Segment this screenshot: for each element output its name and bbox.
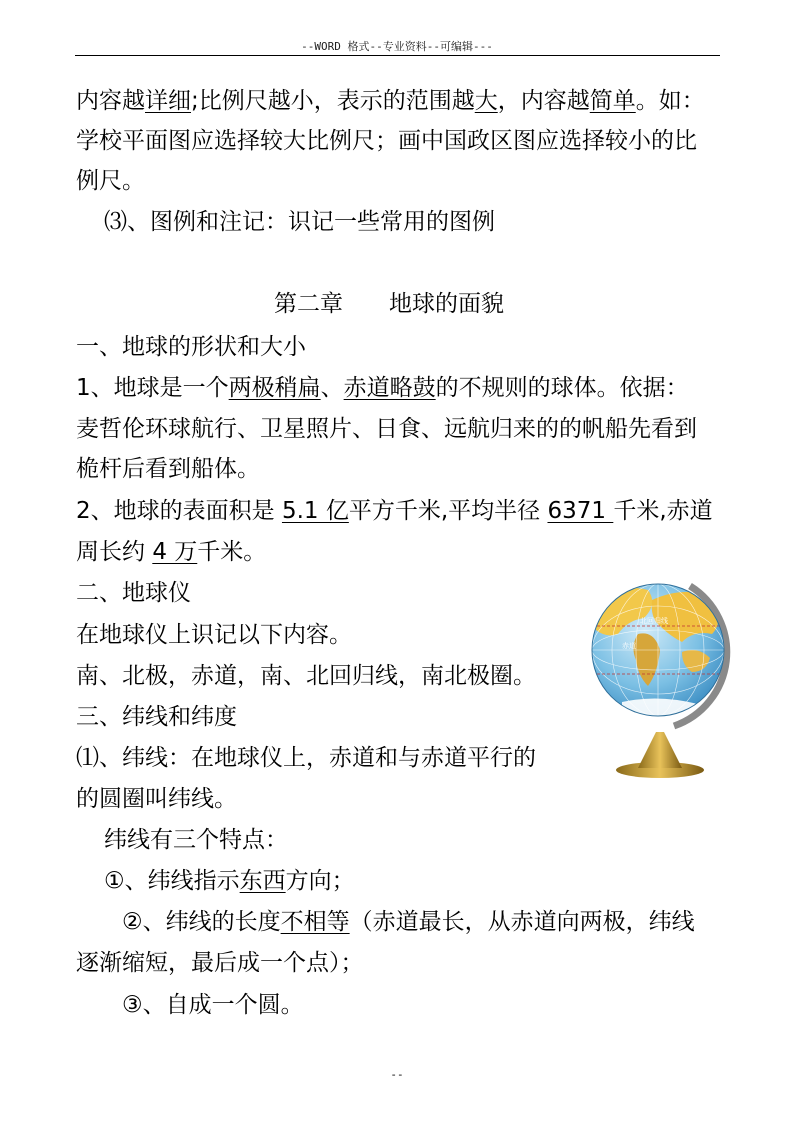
- chapter-name: 地球的面貌: [389, 291, 504, 317]
- feature-1: ①、纬线指示东西方向；: [104, 868, 355, 894]
- latitude-definition-end: 的圆圈叫纬线。: [76, 786, 237, 812]
- legend-note-line: ⑶、图例和注记：识记一些常用的图例: [104, 209, 495, 235]
- globe-paragraph: 在地球仪上识记以下内容。: [76, 622, 352, 648]
- equator-label: 赤道: [622, 642, 636, 650]
- header-divider: [75, 55, 720, 56]
- text-line-2: 学校平面图应选择较大比例尺；画中国政区图应选择较小的比: [76, 128, 697, 154]
- section-heading-globe: 二、地球仪: [76, 580, 191, 606]
- features-intro: 纬线有三个特点：: [104, 827, 288, 853]
- chapter-title: [274, 289, 504, 319]
- feature-3: ③、自成一个圆。: [122, 992, 304, 1018]
- text-line-1: 内容越详细;比例尺越小，表示的范围越大，内容越简单。如：: [76, 88, 705, 114]
- feature-2: ②、纬线的长度不相等（赤道最长，从赤道向两极，纬线: [122, 909, 695, 935]
- globe-stand: [638, 732, 682, 768]
- feature-2-end: 逐渐缩短，最后成一个点）；: [76, 950, 364, 976]
- latitude-definition: ⑴、纬线：在地球仪上，赤道和与赤道平行的: [76, 745, 536, 771]
- page-header: --WORD 格式--专业资料--可编辑---: [301, 40, 493, 53]
- shape-paragraph: 1、地球是一个两极稍扁、赤道略鼓的不规则的球体。依据：: [76, 375, 689, 401]
- globe-image: [578, 560, 742, 780]
- tropic-label: 北回归线: [640, 617, 668, 625]
- text-line-3: 例尺。: [76, 168, 145, 194]
- page-footer: --: [390, 1068, 404, 1081]
- globe-items-line: 南、北极，赤道，南、北回归线，南北极圈。: [76, 663, 536, 689]
- section-heading-latitude: 三、纬线和纬度: [76, 704, 237, 730]
- chapter-number: 第二章: [274, 291, 343, 317]
- size-paragraph: 2、地球的表面积是 5.1 亿平方千米,平均半径 6371 千米,赤道: [76, 498, 713, 524]
- section-heading-shape: 一、地球的形状和大小: [76, 334, 306, 360]
- evidence-line-end: 桅杆后看到船体。: [76, 456, 260, 482]
- evidence-line: 麦哲伦环球航行、卫星照片、日食、远航归来的的帆船先看到: [76, 416, 697, 442]
- circumference-line: 周长约 4 万千米。: [76, 539, 267, 565]
